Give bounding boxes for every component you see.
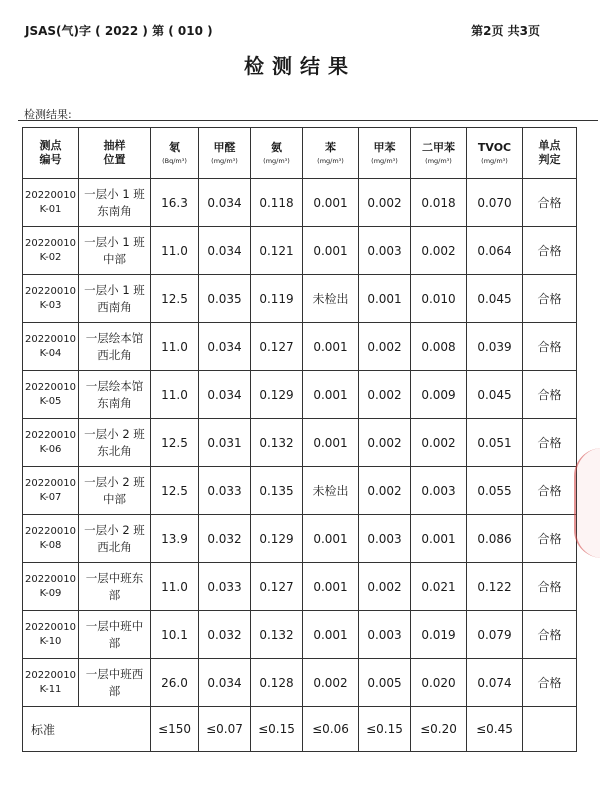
header-cell-benzene: 苯 (mg/m³)	[303, 128, 359, 179]
cell-formaldehyde: 0.031	[199, 419, 251, 467]
cell-code: 20220010 K-05	[23, 371, 79, 419]
standard-radon: ≤150	[151, 707, 199, 752]
cell-location: 一层小 2 班 西北角	[79, 515, 151, 563]
cell-tvoc: 0.086	[467, 515, 523, 563]
cell-location: 一层小 1 班 中部	[79, 227, 151, 275]
cell-formaldehyde: 0.033	[199, 467, 251, 515]
cell-result: 合格	[523, 467, 577, 515]
cell-benzene: 0.001	[303, 371, 359, 419]
cell-tvoc: 0.064	[467, 227, 523, 275]
cell-formaldehyde: 0.034	[199, 227, 251, 275]
standard-ammonia: ≤0.15	[251, 707, 303, 752]
standard-label: 标准	[23, 707, 151, 752]
cell-benzene: 未检出	[303, 275, 359, 323]
cell-code: 20220010 K-09	[23, 563, 79, 611]
cell-toluene: 0.002	[359, 563, 411, 611]
cell-formaldehyde: 0.034	[199, 323, 251, 371]
cell-xylene: 0.018	[411, 179, 467, 227]
cell-result: 合格	[523, 227, 577, 275]
document-title: 检测结果	[244, 54, 356, 78]
cell-formaldehyde: 0.034	[199, 659, 251, 707]
cell-radon: 11.0	[151, 371, 199, 419]
cell-tvoc: 0.045	[467, 275, 523, 323]
table-row	[23, 659, 577, 707]
header-cell-code: 测点 编号	[23, 128, 79, 179]
cell-tvoc: 0.070	[467, 179, 523, 227]
table-row	[23, 275, 577, 323]
cell-formaldehyde: 0.034	[199, 179, 251, 227]
cell-ammonia: 0.128	[251, 659, 303, 707]
standard-result	[523, 707, 577, 752]
header-row	[23, 128, 577, 179]
cell-benzene: 0.001	[303, 515, 359, 563]
header-cell-ammonia: 氨 (mg/m³)	[251, 128, 303, 179]
cell-xylene: 0.002	[411, 419, 467, 467]
cell-radon: 12.5	[151, 419, 199, 467]
cell-ammonia: 0.119	[251, 275, 303, 323]
cell-result: 合格	[523, 659, 577, 707]
cell-ammonia: 0.132	[251, 419, 303, 467]
cell-benzene: 0.001	[303, 323, 359, 371]
cell-toluene: 0.003	[359, 227, 411, 275]
cell-code: 20220010 K-06	[23, 419, 79, 467]
cell-code: 20220010 K-08	[23, 515, 79, 563]
cell-radon: 12.5	[151, 275, 199, 323]
red-seal-stamp	[574, 448, 600, 558]
cell-code: 20220010 K-03	[23, 275, 79, 323]
cell-location: 一层小 2 班 东北角	[79, 419, 151, 467]
cell-benzene: 0.001	[303, 419, 359, 467]
cell-xylene: 0.003	[411, 467, 467, 515]
header-cell-location: 抽样 位置	[79, 128, 151, 179]
cell-benzene: 0.001	[303, 179, 359, 227]
cell-benzene: 0.001	[303, 563, 359, 611]
cell-toluene: 0.003	[359, 515, 411, 563]
cell-result: 合格	[523, 371, 577, 419]
header-cell-toluene: 甲苯 (mg/m³)	[359, 128, 411, 179]
table-row	[23, 179, 577, 227]
cell-tvoc: 0.074	[467, 659, 523, 707]
cell-code: 20220010 K-04	[23, 323, 79, 371]
table-row	[23, 323, 577, 371]
cell-radon: 11.0	[151, 323, 199, 371]
cell-result: 合格	[523, 419, 577, 467]
cell-xylene: 0.001	[411, 515, 467, 563]
cell-ammonia: 0.118	[251, 179, 303, 227]
cell-location: 一层中班中 部	[79, 611, 151, 659]
header-cell-formaldehyde: 甲醛 (mg/m³)	[199, 128, 251, 179]
cell-radon: 26.0	[151, 659, 199, 707]
cell-code: 20220010 K-07	[23, 467, 79, 515]
cell-xylene: 0.021	[411, 563, 467, 611]
cell-tvoc: 0.079	[467, 611, 523, 659]
cell-tvoc: 0.051	[467, 419, 523, 467]
cell-result: 合格	[523, 275, 577, 323]
section-label: 检测结果:	[24, 108, 72, 121]
cell-ammonia: 0.127	[251, 323, 303, 371]
header-cell-result: 单点 判定	[523, 128, 577, 179]
cell-location: 一层绘本馆 西北角	[79, 323, 151, 371]
cell-result: 合格	[523, 563, 577, 611]
standard-tvoc: ≤0.45	[467, 707, 523, 752]
cell-result: 合格	[523, 323, 577, 371]
cell-toluene: 0.003	[359, 611, 411, 659]
cell-location: 一层小 2 班 中部	[79, 467, 151, 515]
cell-location: 一层绘本馆 东南角	[79, 371, 151, 419]
cell-toluene: 0.005	[359, 659, 411, 707]
cell-location: 一层中班东 部	[79, 563, 151, 611]
cell-toluene: 0.002	[359, 323, 411, 371]
cell-location: 一层中班西 部	[79, 659, 151, 707]
cell-tvoc: 0.122	[467, 563, 523, 611]
table-row	[23, 611, 577, 659]
cell-ammonia: 0.121	[251, 227, 303, 275]
cell-xylene: 0.008	[411, 323, 467, 371]
cell-location: 一层小 1 班 西南角	[79, 275, 151, 323]
cell-benzene: 0.002	[303, 659, 359, 707]
table-row	[23, 563, 577, 611]
cell-xylene: 0.020	[411, 659, 467, 707]
cell-ammonia: 0.129	[251, 371, 303, 419]
header-cell-tvoc: TVOC (mg/m³)	[467, 128, 523, 179]
standard-row	[23, 707, 577, 752]
cell-radon: 10.1	[151, 611, 199, 659]
cell-code: 20220010 K-10	[23, 611, 79, 659]
cell-radon: 16.3	[151, 179, 199, 227]
table-row	[23, 467, 577, 515]
cell-toluene: 0.002	[359, 371, 411, 419]
cell-radon: 13.9	[151, 515, 199, 563]
cell-ammonia: 0.127	[251, 563, 303, 611]
cell-radon: 11.0	[151, 563, 199, 611]
standard-benzene: ≤0.06	[303, 707, 359, 752]
divider-line	[18, 120, 598, 121]
cell-ammonia: 0.135	[251, 467, 303, 515]
table-row	[23, 227, 577, 275]
results-table	[22, 127, 577, 752]
cell-code: 20220010 K-02	[23, 227, 79, 275]
cell-formaldehyde: 0.034	[199, 371, 251, 419]
header-cell-xylene: 二甲苯 (mg/m³)	[411, 128, 467, 179]
cell-formaldehyde: 0.035	[199, 275, 251, 323]
cell-xylene: 0.010	[411, 275, 467, 323]
cell-tvoc: 0.039	[467, 323, 523, 371]
cell-radon: 11.0	[151, 227, 199, 275]
cell-benzene: 0.001	[303, 611, 359, 659]
document-code: JSAS(气)字 ( 2022 ) 第 ( 010 )	[25, 24, 213, 38]
standard-toluene: ≤0.15	[359, 707, 411, 752]
cell-toluene: 0.001	[359, 275, 411, 323]
cell-formaldehyde: 0.032	[199, 515, 251, 563]
cell-formaldehyde: 0.032	[199, 611, 251, 659]
cell-result: 合格	[523, 515, 577, 563]
cell-toluene: 0.002	[359, 467, 411, 515]
table-row	[23, 515, 577, 563]
cell-code: 20220010 K-01	[23, 179, 79, 227]
cell-toluene: 0.002	[359, 419, 411, 467]
cell-xylene: 0.002	[411, 227, 467, 275]
cell-xylene: 0.019	[411, 611, 467, 659]
cell-toluene: 0.002	[359, 179, 411, 227]
cell-location: 一层小 1 班 东南角	[79, 179, 151, 227]
results-table-body	[23, 128, 577, 752]
cell-result: 合格	[523, 179, 577, 227]
cell-benzene: 未检出	[303, 467, 359, 515]
cell-ammonia: 0.132	[251, 611, 303, 659]
cell-formaldehyde: 0.033	[199, 563, 251, 611]
cell-ammonia: 0.129	[251, 515, 303, 563]
cell-result: 合格	[523, 611, 577, 659]
cell-radon: 12.5	[151, 467, 199, 515]
standard-xylene: ≤0.20	[411, 707, 467, 752]
cell-tvoc: 0.055	[467, 467, 523, 515]
table-row	[23, 419, 577, 467]
standard-formaldehyde: ≤0.07	[199, 707, 251, 752]
cell-tvoc: 0.045	[467, 371, 523, 419]
table-row	[23, 371, 577, 419]
cell-benzene: 0.001	[303, 227, 359, 275]
header-cell-radon: 氡 (Bq/m³)	[151, 128, 199, 179]
page-number: 第2页 共3页	[471, 24, 540, 38]
cell-xylene: 0.009	[411, 371, 467, 419]
cell-code: 20220010 K-11	[23, 659, 79, 707]
